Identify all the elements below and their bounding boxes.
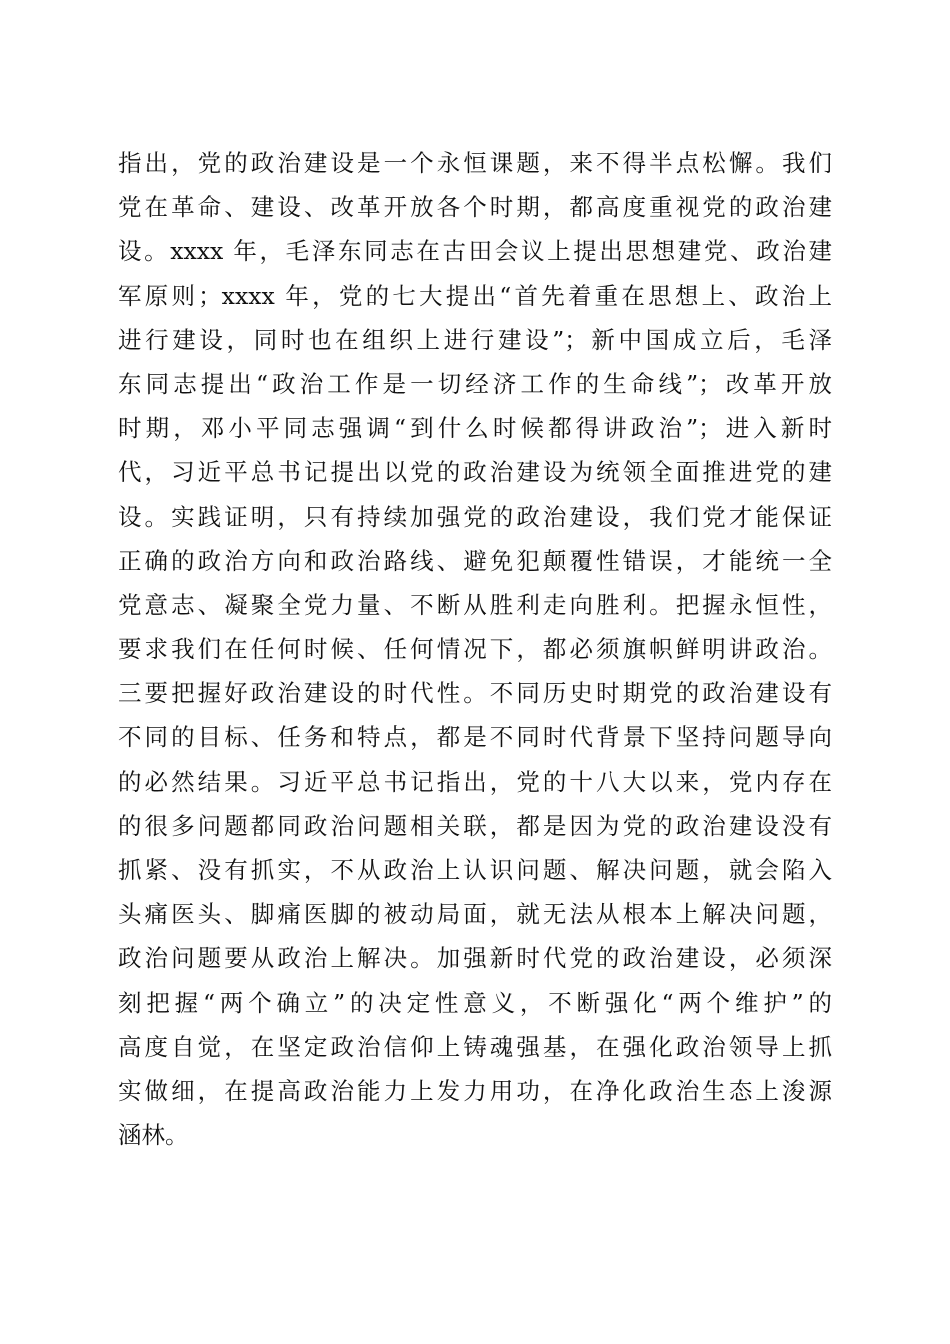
body-text xyxy=(118,141,832,1157)
text-line: 的必然结果。习近平总书记指出，党的十八大以来，党内存在 xyxy=(118,767,832,796)
text-line: 指出，党的政治建设是一个永恒课题，来不得半点松懈。我们 xyxy=(118,149,832,177)
text-line: 高度自觉，在坚定政治信仰上铸魂强基，在强化政治领导上抓 xyxy=(118,1032,832,1061)
text-line: 东同志提出“政治工作是一切经济工作的生命线”；改革开放 xyxy=(118,369,832,398)
text-line: 代，习近平总书记提出以党的政治建设为统领全面推进党的建 xyxy=(118,458,832,487)
text-line: 正确的政治方向和政治路线、避免犯颠覆性错误，才能统一全 xyxy=(118,546,832,575)
text-line: 三要把握好政治建设的时代性。不同历史时期党的政治建设有 xyxy=(118,679,832,708)
text-line: 政治问题要从政治上解决。加强新时代党的政治建设，必须深 xyxy=(118,944,832,973)
text-line: 党意志、凝聚全党力量、不断从胜利走向胜利。把握永恒性， xyxy=(118,590,832,619)
text-line: 刻把握“两个确立”的决定性意义，不断强化“两个维护”的 xyxy=(118,988,832,1017)
text-line: 头痛医头、脚痛医脚的被动局面，就无法从根本上解决问题， xyxy=(118,900,832,929)
text-line: 实做细，在提高政治能力上发力用功，在净化政治生态上浚源 xyxy=(118,1076,832,1105)
text-line: 设。实践证明，只有持续加强党的政治建设，我们党才能保证 xyxy=(118,502,832,531)
text-line: 不同的目标、任务和特点，都是不同时代背景下坚持问题导向 xyxy=(118,723,832,752)
text-line: 抓紧、没有抓实，不从政治上认识问题、解决问题，就会陷入 xyxy=(118,856,832,884)
text-line: 军原则；xxxx 年，党的七大提出“首先着重在思想上、政治上 xyxy=(118,281,832,310)
text-line: 时期，邓小平同志强调“到什么时候都得讲政治”；进入新时 xyxy=(118,414,832,443)
text-line: 涵林。 xyxy=(118,1121,189,1150)
text-line: 要求我们在任何时候、任何情况下，都必须旗帜鲜明讲政治。 xyxy=(118,635,832,664)
text-line: 设。xxxx 年，毛泽东同志在古田会议上提出思想建党、政治建 xyxy=(118,237,832,266)
text-line: 的很多问题都同政治问题相关联，都是因为党的政治建设没有 xyxy=(118,811,832,840)
text-line: 党在革命、建设、改革开放各个时期，都高度重视党的政治建 xyxy=(118,193,832,222)
text-line: 进行建设，同时也在组织上进行建设”；新中国成立后，毛泽 xyxy=(118,325,832,354)
